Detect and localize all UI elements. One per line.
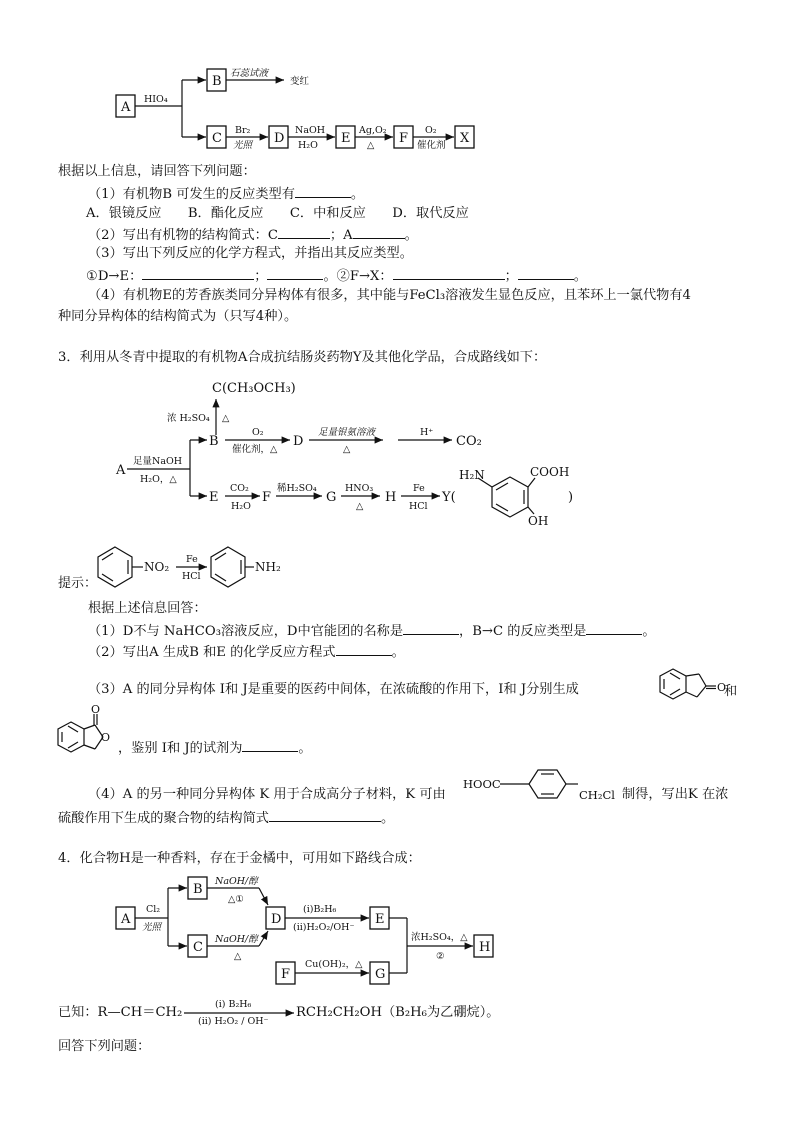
h2o-label: H₂O — [298, 140, 318, 151]
q2-p4b: 种同分异构体的结构简式为（只写4种）。 — [58, 309, 298, 324]
node-a: A — [116, 463, 126, 478]
silver-label: 足量银氨溶液 — [318, 427, 376, 438]
box-b-label: B — [212, 74, 222, 89]
and-text: 和 — [724, 684, 738, 699]
co2-reagent: CO₂ — [230, 483, 249, 494]
heat-label: △ — [367, 140, 375, 151]
box-d-label: D — [274, 131, 285, 146]
q2-p2: （2）写出有机物的结构简式：C ；A 。 — [88, 225, 418, 245]
box-a-label: A — [121, 912, 131, 927]
hooc-label: HOOC — [463, 777, 501, 791]
cat-label: 催化剂 — [417, 140, 446, 151]
red-label: 变红 — [290, 76, 310, 87]
q3-p3b: ，鉴别 I和 J的试剂为 。 — [118, 738, 312, 758]
o2-label: O₂ — [252, 427, 264, 438]
hio4-label: HIO₄ — [144, 94, 168, 105]
q2-p4a: （4）有机物E的芳香族类同分异构体有很多，其中能与FeCl₃溶液发生显色反应，且苯环上一氯代物有4 — [88, 288, 691, 303]
cl2-label: Cl₂ — [146, 904, 161, 915]
q3-p4c: 硫酸作用下生成的聚合物的结构简式 。 — [58, 808, 394, 828]
naoh-alc-2: NaOH/醇 — [215, 934, 258, 945]
h2o2-label: (ii)H₂O₂/OH⁻ — [293, 922, 355, 933]
fe-label: Fe — [413, 483, 425, 494]
box-f-label: F — [399, 131, 409, 146]
hplus-label: H⁺ — [420, 427, 434, 438]
q3-p3a: （3）A 的同分异构体 I和 J是重要的医药中间体，在浓硫酸的作用下，I和 J分别生成 — [88, 682, 579, 697]
box-c-label: C — [212, 131, 222, 146]
br2-label: Br₂ — [235, 125, 251, 136]
box-g-label: G — [375, 967, 386, 982]
q3-p4a: （4）A 的另一种同分异构体 K 用于合成高分子材料，K 可由 — [88, 787, 446, 802]
node-y: Y( — [442, 490, 456, 505]
hint-fe: Fe — [186, 554, 198, 565]
box-e-label: E — [375, 912, 385, 927]
q2-p1: （1）有机物B 可发生的反应类型有 。 — [88, 184, 364, 204]
q2-intro: 根据以上信息，请回答下列问题： — [58, 164, 256, 179]
h2o-heat: H₂O，△ — [140, 474, 177, 485]
b2h6-label: (i)B₂H₆ — [303, 904, 337, 915]
light-label: 光照 — [233, 140, 253, 151]
heat-silver: △ — [343, 444, 351, 455]
node-d: D — [293, 434, 304, 449]
cat-heat: 催化剂，△ — [232, 444, 278, 455]
known-bottom: (ii) H₂O₂ / OH⁻ — [198, 1016, 269, 1027]
no2-label: NO₂ — [144, 560, 170, 574]
naoh-alc-1: NaOH/醇 — [215, 876, 258, 887]
heat-c: △ — [234, 951, 242, 962]
box-b-label: B — [193, 882, 203, 897]
node-e: E — [209, 490, 219, 505]
o2-label: O₂ — [425, 125, 437, 136]
nh2-label: NH₂ — [255, 560, 281, 574]
node-b: B — [209, 434, 219, 449]
box-x-label: X — [460, 131, 470, 146]
known-top: (i) B₂H₆ — [215, 999, 252, 1010]
excess-naoh: 足量NaOH — [133, 456, 183, 467]
carbonyl-o-2: O — [91, 703, 101, 716]
litmus-label: 石蕊试液 — [230, 68, 269, 79]
box-a-label: A — [121, 100, 131, 115]
node-g: G — [326, 490, 337, 505]
ring-o: O — [101, 731, 111, 744]
cooh-label: COOH — [530, 465, 570, 479]
box-d-label: D — [271, 912, 282, 927]
light-label: 光照 — [142, 922, 162, 933]
q2-p3: （3）写出下列反应的化学方程式，并指出其反应类型。 — [88, 246, 413, 261]
q2-p3-line: ①D→E： ； 。②F→X： ； 。 — [86, 266, 587, 286]
q2-options: A．银镜反应 B．酯化反应 C．中和反应 D．取代反应 — [86, 206, 469, 221]
cuoh2-label: Cu(OH)₂，△ — [305, 959, 363, 970]
ch2cl-label: CH₂Cl — [579, 788, 615, 802]
carbonyl-o: O — [717, 681, 727, 694]
box-h-label: H — [479, 940, 491, 955]
hint-label: 提示： — [58, 576, 98, 591]
h2o-reagent: H₂O — [231, 501, 251, 512]
heat1-label: △① — [228, 894, 244, 905]
node-f: F — [262, 490, 272, 505]
q3-title: 3．利用从冬青中提取的有机物A合成抗结肠炎药物Y及其他化学品，合成路线如下： — [58, 350, 547, 365]
dil-h2so4: 稀H₂SO₄ — [277, 483, 317, 494]
q3-p1: （1）D不与 NaHCO₃溶液反应，D中官能团的名称是 ，B→C 的反应类型是 。 — [88, 621, 656, 641]
step-two: ② — [436, 951, 445, 962]
q4-title: 4．化合物H是一种香料，存在于金橘中，可用如下路线合成： — [58, 851, 421, 866]
hno3-label: HNO₃ — [345, 483, 374, 494]
co2-product: CO₂ — [456, 434, 482, 449]
known-b: RCH₂CH₂OH（B₂H₆为乙硼烷）。 — [296, 1005, 500, 1020]
box-f-label: F — [281, 967, 291, 982]
heat-up: △ — [222, 413, 230, 424]
ago2-label: Ag,O₂ — [359, 125, 387, 136]
known-a: 已知：R—CH＝CH₂ — [58, 1005, 183, 1020]
q3-p4b: 制得，写出K 在浓 — [622, 787, 729, 802]
conc-h2so4: 浓 H₂SO₄ — [167, 413, 210, 424]
q4-answer: 回答下列问题： — [58, 1039, 151, 1054]
naoh-label: NaOH — [295, 125, 326, 136]
y-close: ) — [568, 490, 574, 505]
hint-hcl: HCl — [182, 571, 201, 582]
hcl-label: HCl — [409, 501, 428, 512]
oh-label: OH — [528, 514, 549, 528]
h2n-label: H₂N — [459, 468, 485, 482]
q3-intro: 根据上述信息回答： — [88, 601, 207, 616]
q3-p2: （2）写出A 生成B 和E 的化学反应方程式 。 — [88, 642, 405, 662]
heat-hno3: △ — [356, 501, 364, 512]
node-h: H — [385, 490, 397, 505]
box-e-label: E — [341, 131, 351, 146]
c-formula: C(CH₃OCH₃) — [212, 381, 296, 396]
box-c-label: C — [193, 940, 203, 955]
conc-h2so4-label: 浓H₂SO₄，△ — [411, 932, 468, 943]
